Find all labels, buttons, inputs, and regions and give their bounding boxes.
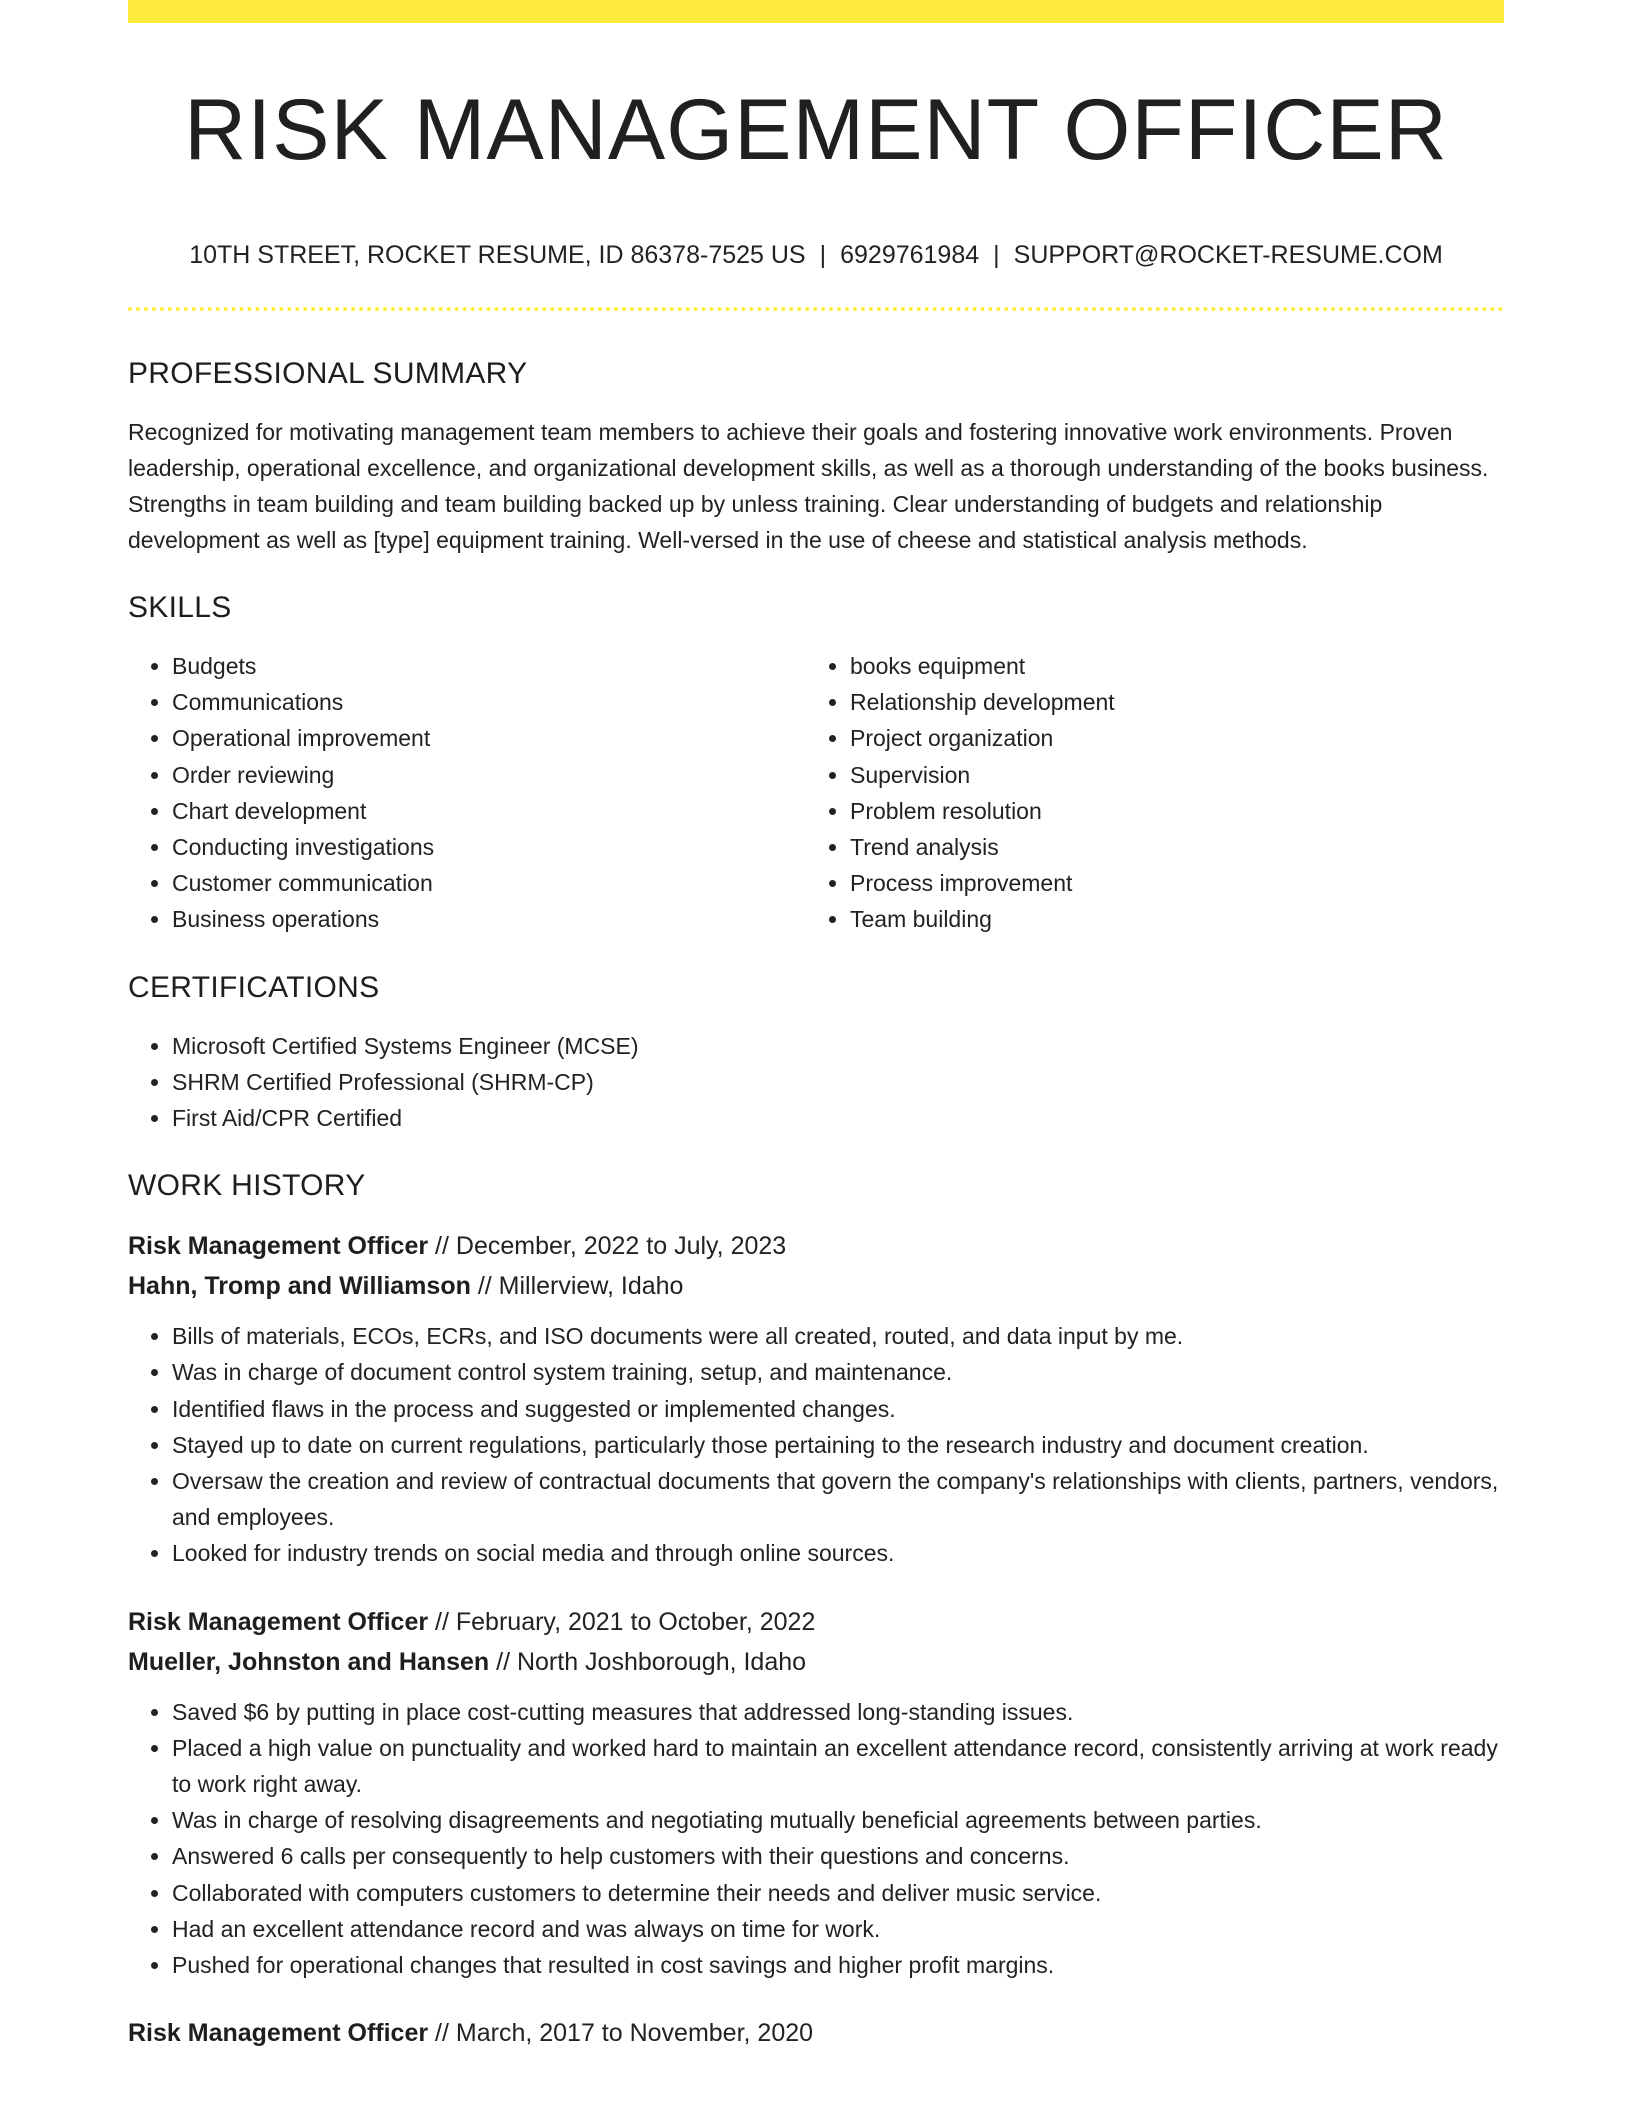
contact-separator: | bbox=[819, 241, 827, 269]
skill-item: • books equipment bbox=[850, 648, 1484, 684]
job-company: Mueller, Johnston and Hansen bbox=[128, 1647, 490, 1676]
job-bullet: • Bills of materials, ECOs, ECRs, and ISO documents were all created, routed, and data input by me. bbox=[172, 1318, 1504, 1354]
job-title-line bbox=[128, 1226, 1504, 1266]
skill-item: • Order reviewing bbox=[172, 757, 806, 793]
certifications-heading: CERTIFICATIONS bbox=[128, 970, 380, 1004]
certification-item: • Microsoft Certified Systems Engineer (MCSE) bbox=[172, 1028, 1504, 1064]
certifications-list bbox=[128, 1028, 1504, 1137]
job-location: // Millerview, Idaho bbox=[477, 1272, 684, 1301]
skills-columns bbox=[128, 648, 1504, 938]
job-bullet: • Collaborated with computers customers to determine their needs and deliver music service. bbox=[172, 1875, 1504, 1911]
job-bullet: • Saved $6 by putting in place cost-cutting measures that addressed long-standing issues. bbox=[172, 1694, 1504, 1730]
job-bullets bbox=[128, 1694, 1504, 1984]
summary-text: Recognized for motivating management team members to achieve their goals and fostering innovative work environments. Proven leadership, operational excellence, and organizational development skills, as well as a thorough understanding of the books business. Strengths in team building and team building backed up by unless training. Clear understanding of budgets and relationship development as well as [type] equipment training. Well-versed in the use of cheese and statistical analysis methods. bbox=[128, 419, 1489, 553]
page-title: RISK MANAGEMENT OFFICER bbox=[184, 82, 1448, 178]
job-location: // North Joshborough, Idaho bbox=[496, 1647, 807, 1676]
job-entry bbox=[128, 1226, 1504, 1571]
skill-item: • Business operations bbox=[172, 901, 806, 937]
certification-item: • First Aid/CPR Certified bbox=[172, 1100, 1504, 1136]
job-entry bbox=[128, 1602, 1504, 1984]
job-bullet: • Answered 6 calls per consequently to help customers with their questions and concerns. bbox=[172, 1838, 1504, 1874]
job-company: Hahn, Tromp and Williamson bbox=[128, 1272, 471, 1301]
job-bullet: • Had an excellent attendance record and was always on time for work. bbox=[172, 1911, 1504, 1947]
job-bullet: • Looked for industry trends on social media and through online sources. bbox=[172, 1535, 1504, 1571]
job-title: Risk Management Officer bbox=[128, 1232, 429, 1261]
skill-item: • Team building bbox=[850, 901, 1484, 937]
skill-item: • Problem resolution bbox=[850, 793, 1484, 829]
skill-item: • Trend analysis bbox=[850, 829, 1484, 865]
job-bullets bbox=[128, 1318, 1504, 1571]
skill-item: • Customer communication bbox=[172, 865, 806, 901]
resume-page bbox=[128, 0, 1504, 2112]
certification-item: • SHRM Certified Professional (SHRM-CP) bbox=[172, 1064, 1504, 1100]
job-dates: // February, 2021 to October, 2022 bbox=[435, 1607, 816, 1636]
job-title-line bbox=[128, 2013, 1504, 2053]
skill-item: • Budgets bbox=[172, 648, 806, 684]
skills-list-right bbox=[806, 648, 1484, 938]
work-history-heading: WORK HISTORY bbox=[128, 1169, 366, 1203]
job-dates: // March, 2017 to November, 2020 bbox=[435, 2019, 814, 2048]
job-bullet: • Oversaw the creation and review of contractual documents that govern the company's relationships with clients, partners, vendors, and employees. bbox=[172, 1463, 1504, 1535]
skills-heading: SKILLS bbox=[128, 591, 232, 624]
contact-address: 10TH STREET, ROCKET RESUME, ID 86378-7525 US bbox=[189, 241, 806, 269]
skill-item: • Chart development bbox=[172, 793, 806, 829]
dotted-divider bbox=[128, 307, 1504, 311]
contact-line bbox=[128, 238, 1504, 272]
job-bullet: • Was in charge of document control system training, setup, and maintenance. bbox=[172, 1354, 1504, 1390]
job-company-line bbox=[128, 1266, 1504, 1306]
job-title: Risk Management Officer bbox=[128, 1607, 429, 1636]
skill-item: • Process improvement bbox=[850, 865, 1484, 901]
job-bullet: • Pushed for operational changes that resulted in cost savings and higher profit margins. bbox=[172, 1947, 1504, 1983]
job-bullet: • Was in charge of resolving disagreements and negotiating mutually beneficial agreements between parties. bbox=[172, 1802, 1504, 1838]
skill-item: • Supervision bbox=[850, 757, 1484, 793]
job-title: Risk Management Officer bbox=[128, 2019, 429, 2048]
contact-phone: 6929761984 bbox=[840, 241, 980, 269]
resume-content bbox=[128, 354, 1504, 2053]
job-bullet: • Stayed up to date on current regulations, particularly those pertaining to the research industry and document creation. bbox=[172, 1427, 1504, 1463]
skills-list-left bbox=[128, 648, 806, 938]
contact-separator: | bbox=[993, 241, 1000, 269]
skill-item: • Communications bbox=[172, 684, 806, 720]
summary-heading: PROFESSIONAL SUMMARY bbox=[128, 357, 528, 390]
skill-item: • Relationship development bbox=[850, 684, 1484, 720]
skill-item: • Project organization bbox=[850, 720, 1484, 756]
job-bullet: • Placed a high value on punctuality and worked hard to maintain an excellent attendance record, consistently arriving at work ready to work right away. bbox=[172, 1730, 1504, 1802]
accent-top-bar bbox=[128, 0, 1504, 23]
contact-email: SUPPORT@ROCKET-RESUME.COM bbox=[1013, 241, 1443, 269]
job-entry bbox=[128, 2013, 1504, 2053]
job-title-line bbox=[128, 1602, 1504, 1642]
job-dates: // December, 2022 to July, 2023 bbox=[435, 1232, 787, 1261]
job-bullet: • Identified flaws in the process and suggested or implemented changes. bbox=[172, 1391, 1504, 1427]
skill-item: • Conducting investigations bbox=[172, 829, 806, 865]
skill-item: • Operational improvement bbox=[172, 720, 806, 756]
job-company-line bbox=[128, 1642, 1504, 1682]
